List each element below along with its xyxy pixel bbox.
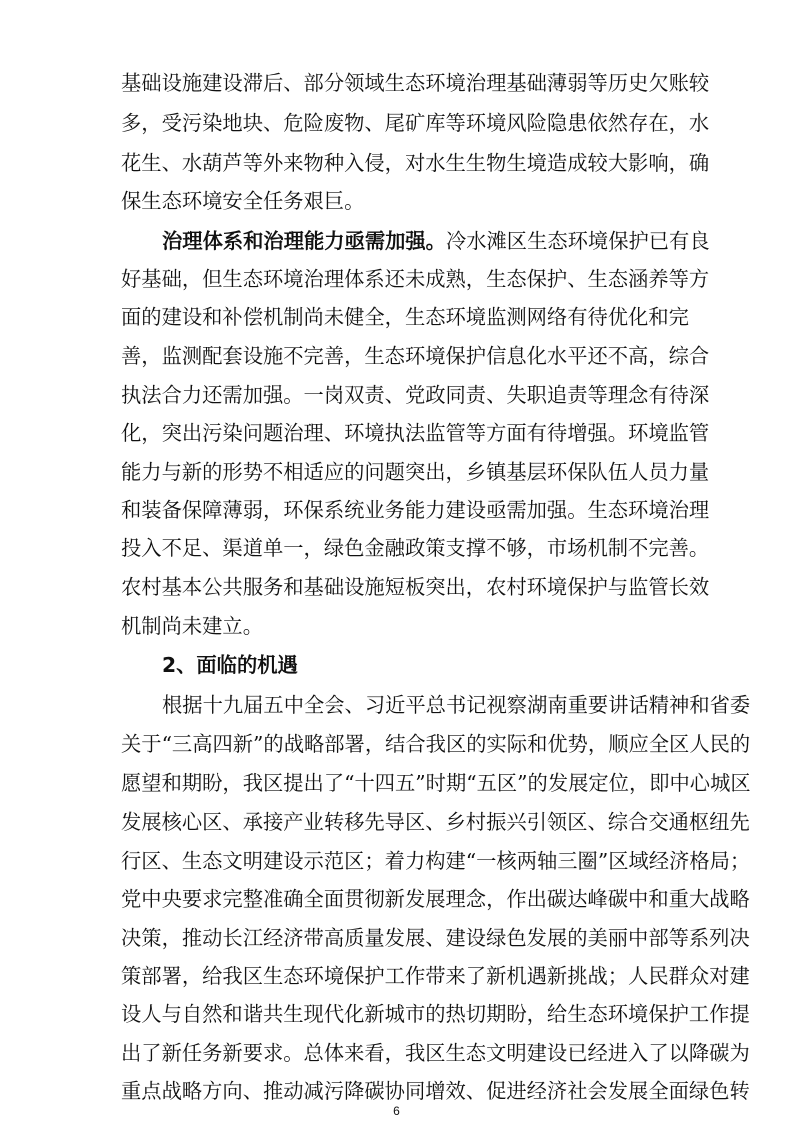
text-line: 机制尚未建立。: [121, 614, 263, 638]
text-line: 重点战略方向、推动减污降碳协同增效、促进经济社会发展全面绿色转: [121, 1079, 750, 1103]
text-line: 执法合力还需加强。一岗双责、党政同责、失职追责等理念有待深: [121, 383, 710, 407]
text-line: 发展核心区、承接产业转移先导区、乡村振兴引领区、综合交通枢纽先: [121, 810, 750, 834]
text-line: 保生态环境安全任务艰巨。: [121, 189, 365, 213]
text-line: 好基础，但生态环境治理体系还未成熟，生态保护、生态涵养等方: [121, 267, 710, 291]
paragraph-first-line-rest: 冷水滩区生态环境保护已有良: [445, 229, 710, 253]
text-line: 党中央要求完整准确全面贯彻新发展理念，作出碳达峰碳中和重大战略: [121, 887, 750, 911]
text-line: 农村基本公共服务和基础设施短板突出，农村环境保护与监管长效: [121, 575, 710, 599]
text-line: 善，监测配套设施不完善，生态环境保护信息化水平还不高，综合: [121, 344, 710, 368]
section-heading: 2、面临的机遇: [162, 653, 298, 677]
text-line: 和装备保障薄弱，环保系统业务能力建设亟需加强。生态环境治理: [121, 498, 710, 522]
text-line: 投入不足、渠道单一，绿色金融政策支撑不够，市场机制不完善。: [121, 536, 710, 560]
text-line: 面的建设和补偿机制尚未健全，生态环境监测网络有待优化和完: [121, 305, 689, 329]
text-line: 愿望和期盼，我区提出了“十四五”时期“五区”的发展定位，即中心城区: [121, 771, 751, 795]
text-line: 出了新任务新要求。总体来看，我区生态文明建设已经进入了以降碳为: [121, 1041, 750, 1065]
text-line: 决策，推动长江经济带高质量发展、建设绿色发展的美丽中部等系列决: [121, 926, 750, 950]
text-line: 关于“三高四新”的战略部署，结合我区的实际和优势，顺应全区人民的: [121, 732, 751, 756]
text-line: 设人与自然和谐共生现代化新城市的热切期盼，给生态环境保护工作提: [121, 1002, 750, 1026]
text-line: 能力与新的形势不相适应的问题突出，乡镇基层环保队伍人员力量: [121, 460, 710, 484]
page-number: 6: [393, 1104, 400, 1118]
paragraph-lead: 治理体系和治理能力亟需加强。: [162, 229, 446, 253]
text-line: 根据十九届五中全会、习近平总书记视察湖南重要讲话精神和省委: [162, 693, 751, 717]
text-line: 行区、生态文明建设示范区；着力构建“一核两轴三圈”区域经济格局；: [121, 849, 751, 873]
text-line: 多，受污染地块、危险废物、尾矿库等环境风险隐患依然存在，水: [121, 111, 710, 135]
text-line: 基础设施建设滞后、部分领域生态环境治理基础薄弱等历史欠账较: [121, 71, 710, 95]
text-line: 策部署，给我区生态环境保护工作带来了新机遇新挑战；人民群众对建: [121, 964, 750, 988]
text-line: [162, 222, 710, 260]
text-line: 花生、水葫芦等外来物种入侵，对水生生物生境造成较大影响，确: [121, 151, 710, 175]
text-line: 化，突出污染问题治理、环境执法监管等方面有待增强。环境监管: [121, 421, 710, 445]
